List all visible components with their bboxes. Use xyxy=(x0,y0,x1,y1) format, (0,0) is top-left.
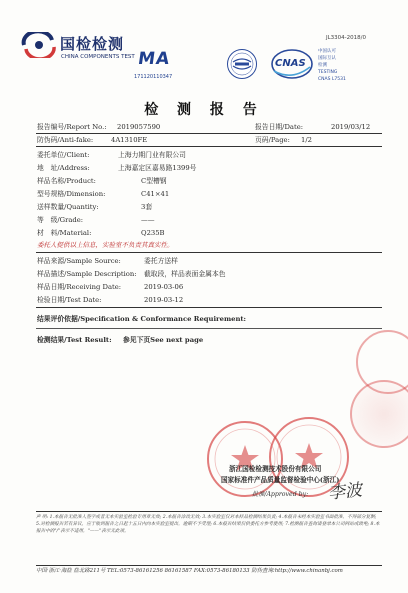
dimension-value: C41×41 xyxy=(141,190,170,198)
sample-source-label: 样品来源/Sample Source: xyxy=(37,257,121,265)
cnas-badge-text: CNAS xyxy=(275,58,306,69)
cma-badge-text: MA xyxy=(136,49,172,69)
report-no: 2019057590 xyxy=(117,123,161,131)
company-stamp-line-1: 浙江国检检测技术股份有限公司 xyxy=(229,465,322,473)
quantity-value: 3套 xyxy=(141,203,153,211)
report-date-label: 报告日期/Date: xyxy=(255,123,304,131)
cnas-small-4: TESTING xyxy=(318,70,338,75)
cnas-small-1: 中国认可 xyxy=(318,49,336,54)
report-form-code: JL3304-2018/0 xyxy=(326,35,367,41)
page-number: 1/2 xyxy=(301,136,312,144)
report-title: 检 测 报 告 xyxy=(144,102,264,118)
quantity-label: 送样数量/Quantity: xyxy=(37,203,99,211)
anti-fake-label: 防伪码/Anti-fake: xyxy=(37,136,94,144)
cnas-id: CNAS L7531 xyxy=(318,77,346,82)
specification-label: 结果评价依据/Specification & Conformance Requirement: xyxy=(37,315,247,323)
footer-address: 中国·浙江·海盐 盐北路211号 TEL:0573-86161256 86161587 FAX:0573-86180133 防伪查询:http://www.chinanbj.com xyxy=(36,568,343,574)
receiving-date-label: 样品日期/Receiving Date: xyxy=(37,283,122,291)
report-no-label: 报告编号/Report No.: xyxy=(37,123,107,131)
test-result-value: 参见下页See next page xyxy=(123,336,204,344)
test-date-value: 2019-03-12 xyxy=(144,296,184,304)
grade-value: —— xyxy=(141,216,155,224)
approver-signature: 李波 xyxy=(326,480,363,504)
product-value: C型槽钢 xyxy=(141,177,167,185)
grade-label: 等 级/Grade: xyxy=(37,216,84,224)
address-value: 上海嘉定区嘉易路1399号 xyxy=(118,164,197,172)
anti-fake-code: 4A1310FE xyxy=(111,136,148,144)
address-label: 地 址/Address: xyxy=(37,164,90,172)
test-date-label: 检验日期/Test Date: xyxy=(37,296,102,304)
client-label: 委托单位/Client: xyxy=(37,151,90,159)
cma-number: 171120110347 xyxy=(134,74,173,80)
client-value: 上海力期门业有限公司 xyxy=(118,151,186,159)
cnas-small-3: 检测 xyxy=(318,63,327,68)
dimension-label: 型号规格/Dimension: xyxy=(37,190,106,198)
sample-description-value: 截取段，样品表面金属本色 xyxy=(144,270,226,278)
footer-statement: 声 明: 1.本报告无批准人签字或者无本实验室检验专用章无效; 2.本报告涂改无效; 3.本实验室仅对本样品检测结果负责; 4.本报告未经本实验室书面批准，不得部分复制; 5.对检测报告若有异议，应于收到报告之日起十五日内向本实验室提出，逾期不予受理; 6.本报告结果仅供委托方参考使用; 7.检测报告查询请登录本公司网站或致电; 8.本报告中的"/"表示不适用，"——"表示无此项。 xyxy=(36,515,380,534)
company-stamp-line-2: 国家标准件产品质量监督检验中心(浙江) xyxy=(221,476,340,484)
material-label: 材 料/Material: xyxy=(37,229,92,237)
cma-badge xyxy=(134,48,182,84)
test-result-label: 检测结果/Test Result: xyxy=(37,336,112,344)
approved-by-label: 批准/Approved by: xyxy=(252,491,309,498)
page-label: 页码/Page: xyxy=(255,136,290,144)
ilac-mra-seal-icon xyxy=(226,48,258,80)
report-date: 2019/03/12 xyxy=(331,123,371,131)
cnas-badge xyxy=(270,47,314,85)
client-disclaimer: 委托人提供以上信息，实验室不负责其真实性。 xyxy=(37,241,174,249)
seam-stamp-bottom xyxy=(350,380,408,448)
company-logo xyxy=(20,32,58,58)
cnas-small-2: 国际互认 xyxy=(318,56,336,61)
product-label: 样品名称/Product: xyxy=(37,177,96,185)
sample-description-label: 样品描述/Sample Description: xyxy=(37,270,137,278)
company-name-en: CHINA COMPONENTS TEST xyxy=(61,54,135,60)
material-value: Q235B xyxy=(141,229,165,237)
sample-source-value: 委托方送样 xyxy=(144,257,178,265)
company-name: 国检检测 xyxy=(60,35,125,53)
receiving-date-value: 2019-03-06 xyxy=(144,283,184,291)
